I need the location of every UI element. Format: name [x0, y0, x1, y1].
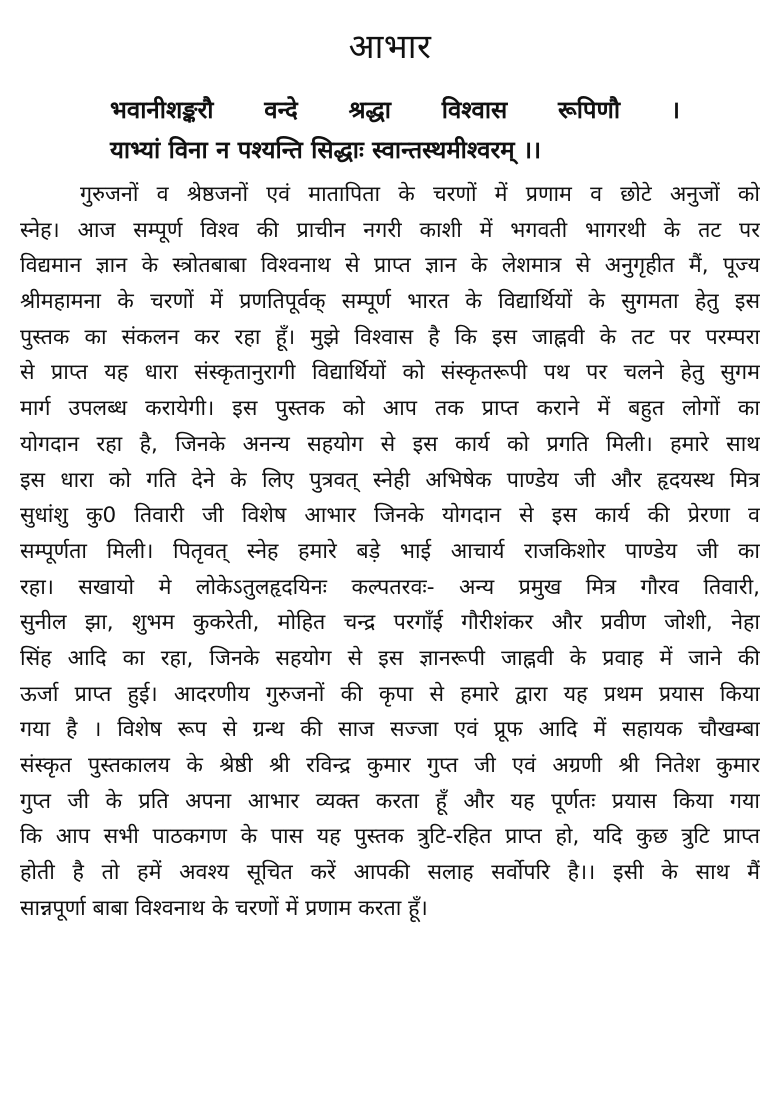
paragraph-line: संस्कृत पुस्तकालय के श्रेष्ठी श्री रविन्द्र कुमार गुप्त जी एवं अग्रणी श्री नितेश कुमार	[20, 753, 760, 778]
paragraph-line: योगदान रहा है, जिनके अनन्य सहयोग से इस कार्य को प्रगति मिली। हमारे साथ	[20, 431, 760, 457]
acknowledgement-paragraph	[20, 177, 760, 926]
verse-line: भवानीशङ्करौ वन्दे श्रद्धा विश्वास रूपिणौ ।	[110, 96, 680, 124]
paragraph-line: गुरुजनों व श्रेष्ठजनों एवं मातापिता के चरणों में प्रणाम व छोटे अनुजों को	[80, 182, 760, 207]
paragraph-line: स्नेह। आज सम्पूर्ण विश्व की प्राचीन नगरी काशी में भगवती भागरथी के तट पर	[20, 217, 760, 243]
paragraph-line: इस धारा को गति देने के लिए पुत्रवत् स्नेही अभिषेक पाण्डेय जी और हृदयस्थ मित्र	[20, 467, 760, 493]
paragraph-line: ऊर्जा प्राप्त हुई। आदरणीय गुरुजनों की कृपा से हमारे द्वारा यह प्रथम प्रयास किया	[20, 681, 760, 707]
paragraph-line: मार्ग उपलब्ध करायेगी। इस पुस्तक को आप तक प्राप्त कराने में बहुत लोगों का	[20, 396, 760, 422]
paragraph-line: पुस्तक का संकलन कर रहा हूँ। मुझे विश्वास है कि इस जाह्नवी के तट पर परम्परा	[20, 324, 760, 350]
paragraph-line: सम्पूर्णता मिली। पितृवत् स्नेह हमारे बड़े भाई आचार्य राजकिशोर पाण्डेय जी का	[20, 538, 760, 564]
paragraph-line: सान्नपूर्णा बाबा विश्वनाथ के चरणों में प्रणाम करता हूँ।	[20, 895, 428, 921]
paragraph-line: होती है तो हमें अवश्य सूचित करें आपकी सलाह सर्वोपरि है।। इसी के साथ मैं	[20, 860, 760, 886]
paragraph-line: सुनील झा, शुभम कुकरेती, मोहित चन्द्र परगाँई गौरीशंकर और प्रवीण जोशी, नेहा	[20, 610, 760, 636]
verse-line: याभ्यां विना न पश्यन्ति सिद्धाः स्वान्तस्थमीश्वरम् ।।	[110, 136, 542, 164]
paragraph-line: कि आप सभी पाठकगण के पास यह पुस्तक त्रुटि-रहित प्राप्त हो, यदि कुछ त्रुटि प्राप्त	[20, 824, 760, 850]
paragraph-line: विद्यमान ज्ञान के स्त्रोतबाबा विश्वनाथ से प्राप्त ज्ञान के लेशमात्र से अनुगृहीत मैं, पूज्य	[20, 253, 760, 279]
paragraph-line: सुधांशु कु0 तिवारी जी विशेष आभार जिनके योगदान से इस कार्य की प्रेरणा व	[20, 503, 760, 529]
paragraph-line: से प्राप्त यह धारा संस्कृतानुरागी विद्यार्थियों को संस्कृतरूपी पथ पर चलने हेतु सुगम	[20, 360, 760, 386]
invocation-verse	[110, 90, 680, 170]
paragraph-line: गुप्त जी के प्रति अपना आभार व्यक्त करता हूँ और यह पूर्णतः प्रयास किया गया	[20, 788, 760, 814]
paragraph-line: रहा। सखायो मे लोकेऽतुलहृदयिनः कल्पतरवः- अन्य प्रमुख मित्र गौरव तिवारी,	[20, 574, 760, 600]
paragraph-line: गया है । विशेष रूप से ग्रन्थ की साज सज्जा एवं प्रूफ आदि में सहायक चौखम्बा	[20, 717, 760, 743]
paragraph-line: श्रीमहामना के चरणों में प्रणतिपूर्वक् सम्पूर्ण भारत के विद्यार्थियों के सुगमता हेतु इस	[20, 289, 760, 315]
page-title: आभार	[348, 26, 432, 67]
paragraph-line: सिंह आदि का रहा, जिनके सहयोग से इस ज्ञानरूपी जाह्नवी के प्रवाह में जाने की	[20, 645, 760, 671]
